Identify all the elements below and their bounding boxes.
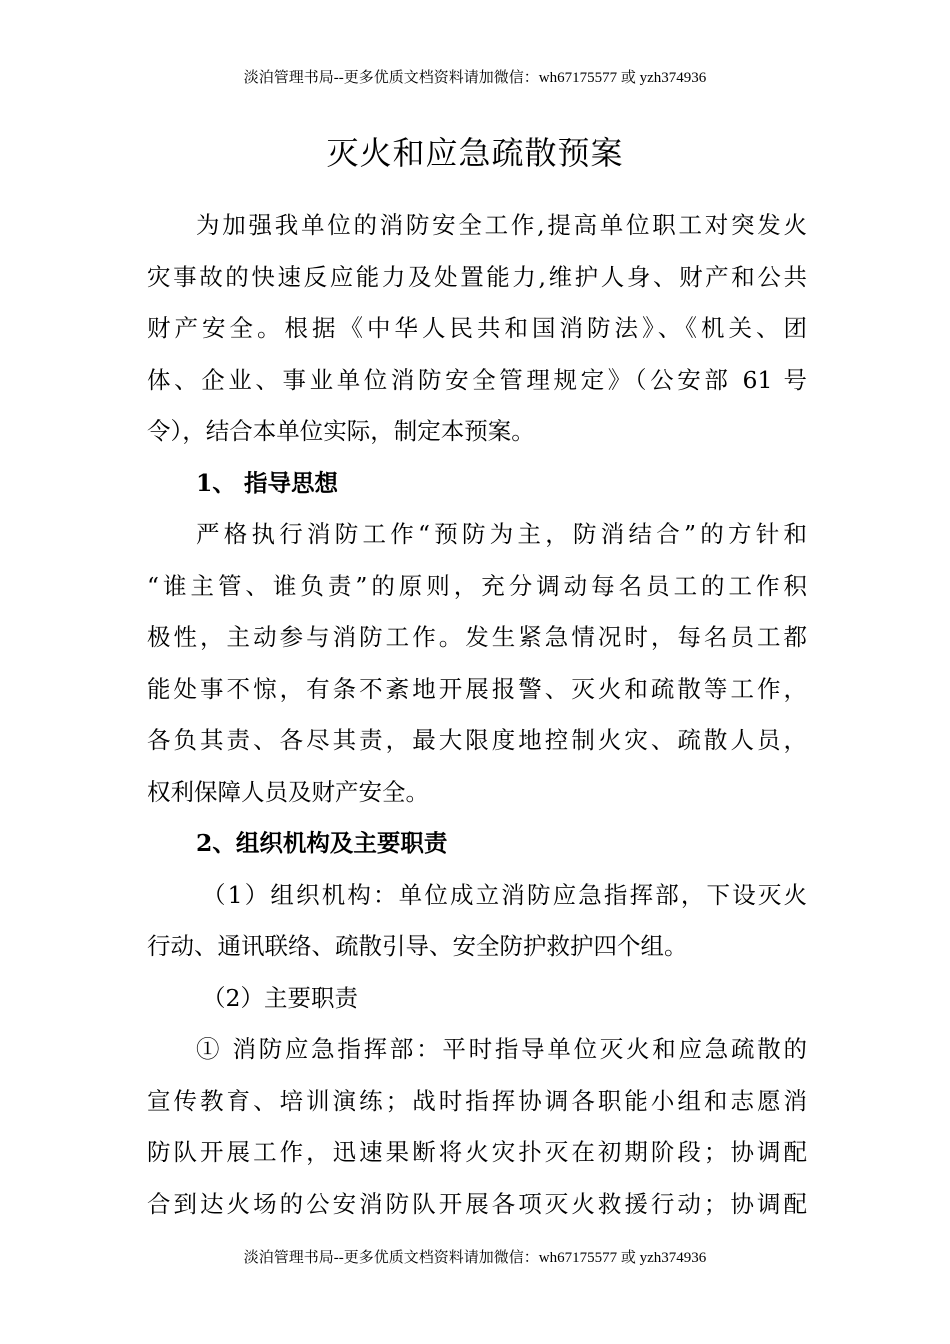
document-body — [147, 200, 807, 1230]
section-line: （1）组织机构：单位成立消防应急指挥部，下设灭火 — [202, 880, 807, 909]
intro-line: 令），结合本单位实际，制定本预案。 — [147, 417, 535, 445]
section-line: 极性，主动参与消防工作。发生紧急情况时，每名员工都 — [147, 623, 807, 651]
section-heading: 2、组织机构及主要职责 — [196, 829, 448, 857]
page-header: 淡泊管理书局--更多优质文档资料请加微信：wh67175577 或 yzh374936 — [243, 70, 707, 86]
section-line: 防队开展工作，迅速果断将火灾扑灭在初期阶段；协调配 — [147, 1138, 807, 1166]
section-line: 能处事不惊，有条不紊地开展报警、灭火和疏散等工作， — [147, 674, 807, 703]
section-line: 行动、通讯联络、疏散引导、安全防护救护四个组。 — [147, 932, 688, 960]
intro-line: 为加强我单位的消防安全工作,提高单位职工对突发火 — [196, 211, 807, 239]
section-line: 宣传教育、培训演练；战时指挥协调各职能小组和志愿消 — [147, 1086, 807, 1115]
page-footer: 淡泊管理书局--更多优质文档资料请加微信：wh67175577 或 yzh374936 — [243, 1250, 707, 1266]
section-line: 权利保障人员及财产安全。 — [147, 777, 429, 806]
intro-line: 灾事故的快速反应能力及处置能力,维护人身、财产和公共 — [147, 262, 807, 291]
subsection-heading: （2）主要职责 — [202, 983, 358, 1012]
section-line: 严格执行消防工作“预防为主，防消结合”的方针和 — [196, 520, 807, 548]
document-title: 灭火和应急疏散预案 — [326, 134, 624, 172]
section-line: 合到达火场的公安消防队开展各项灭火救援行动；协调配 — [147, 1189, 807, 1218]
section-line: 各负其责、各尽其责，最大限度地控制火灾、疏散人员， — [147, 726, 807, 754]
section-line: ① 消防应急指挥部：平时指导单位灭火和应急疏散的 — [196, 1035, 807, 1063]
intro-line: 体、企业、事业单位消防安全管理规定》（公安部 61 号 — [147, 365, 807, 394]
section-line: “谁主管、谁负责”的原则，充分调动每名员工的工作积 — [147, 571, 807, 600]
intro-line: 财产安全。根据《中华人民共和国消防法》、《机关、团 — [147, 314, 807, 342]
section-heading: 1、 指导思想 — [196, 468, 339, 497]
